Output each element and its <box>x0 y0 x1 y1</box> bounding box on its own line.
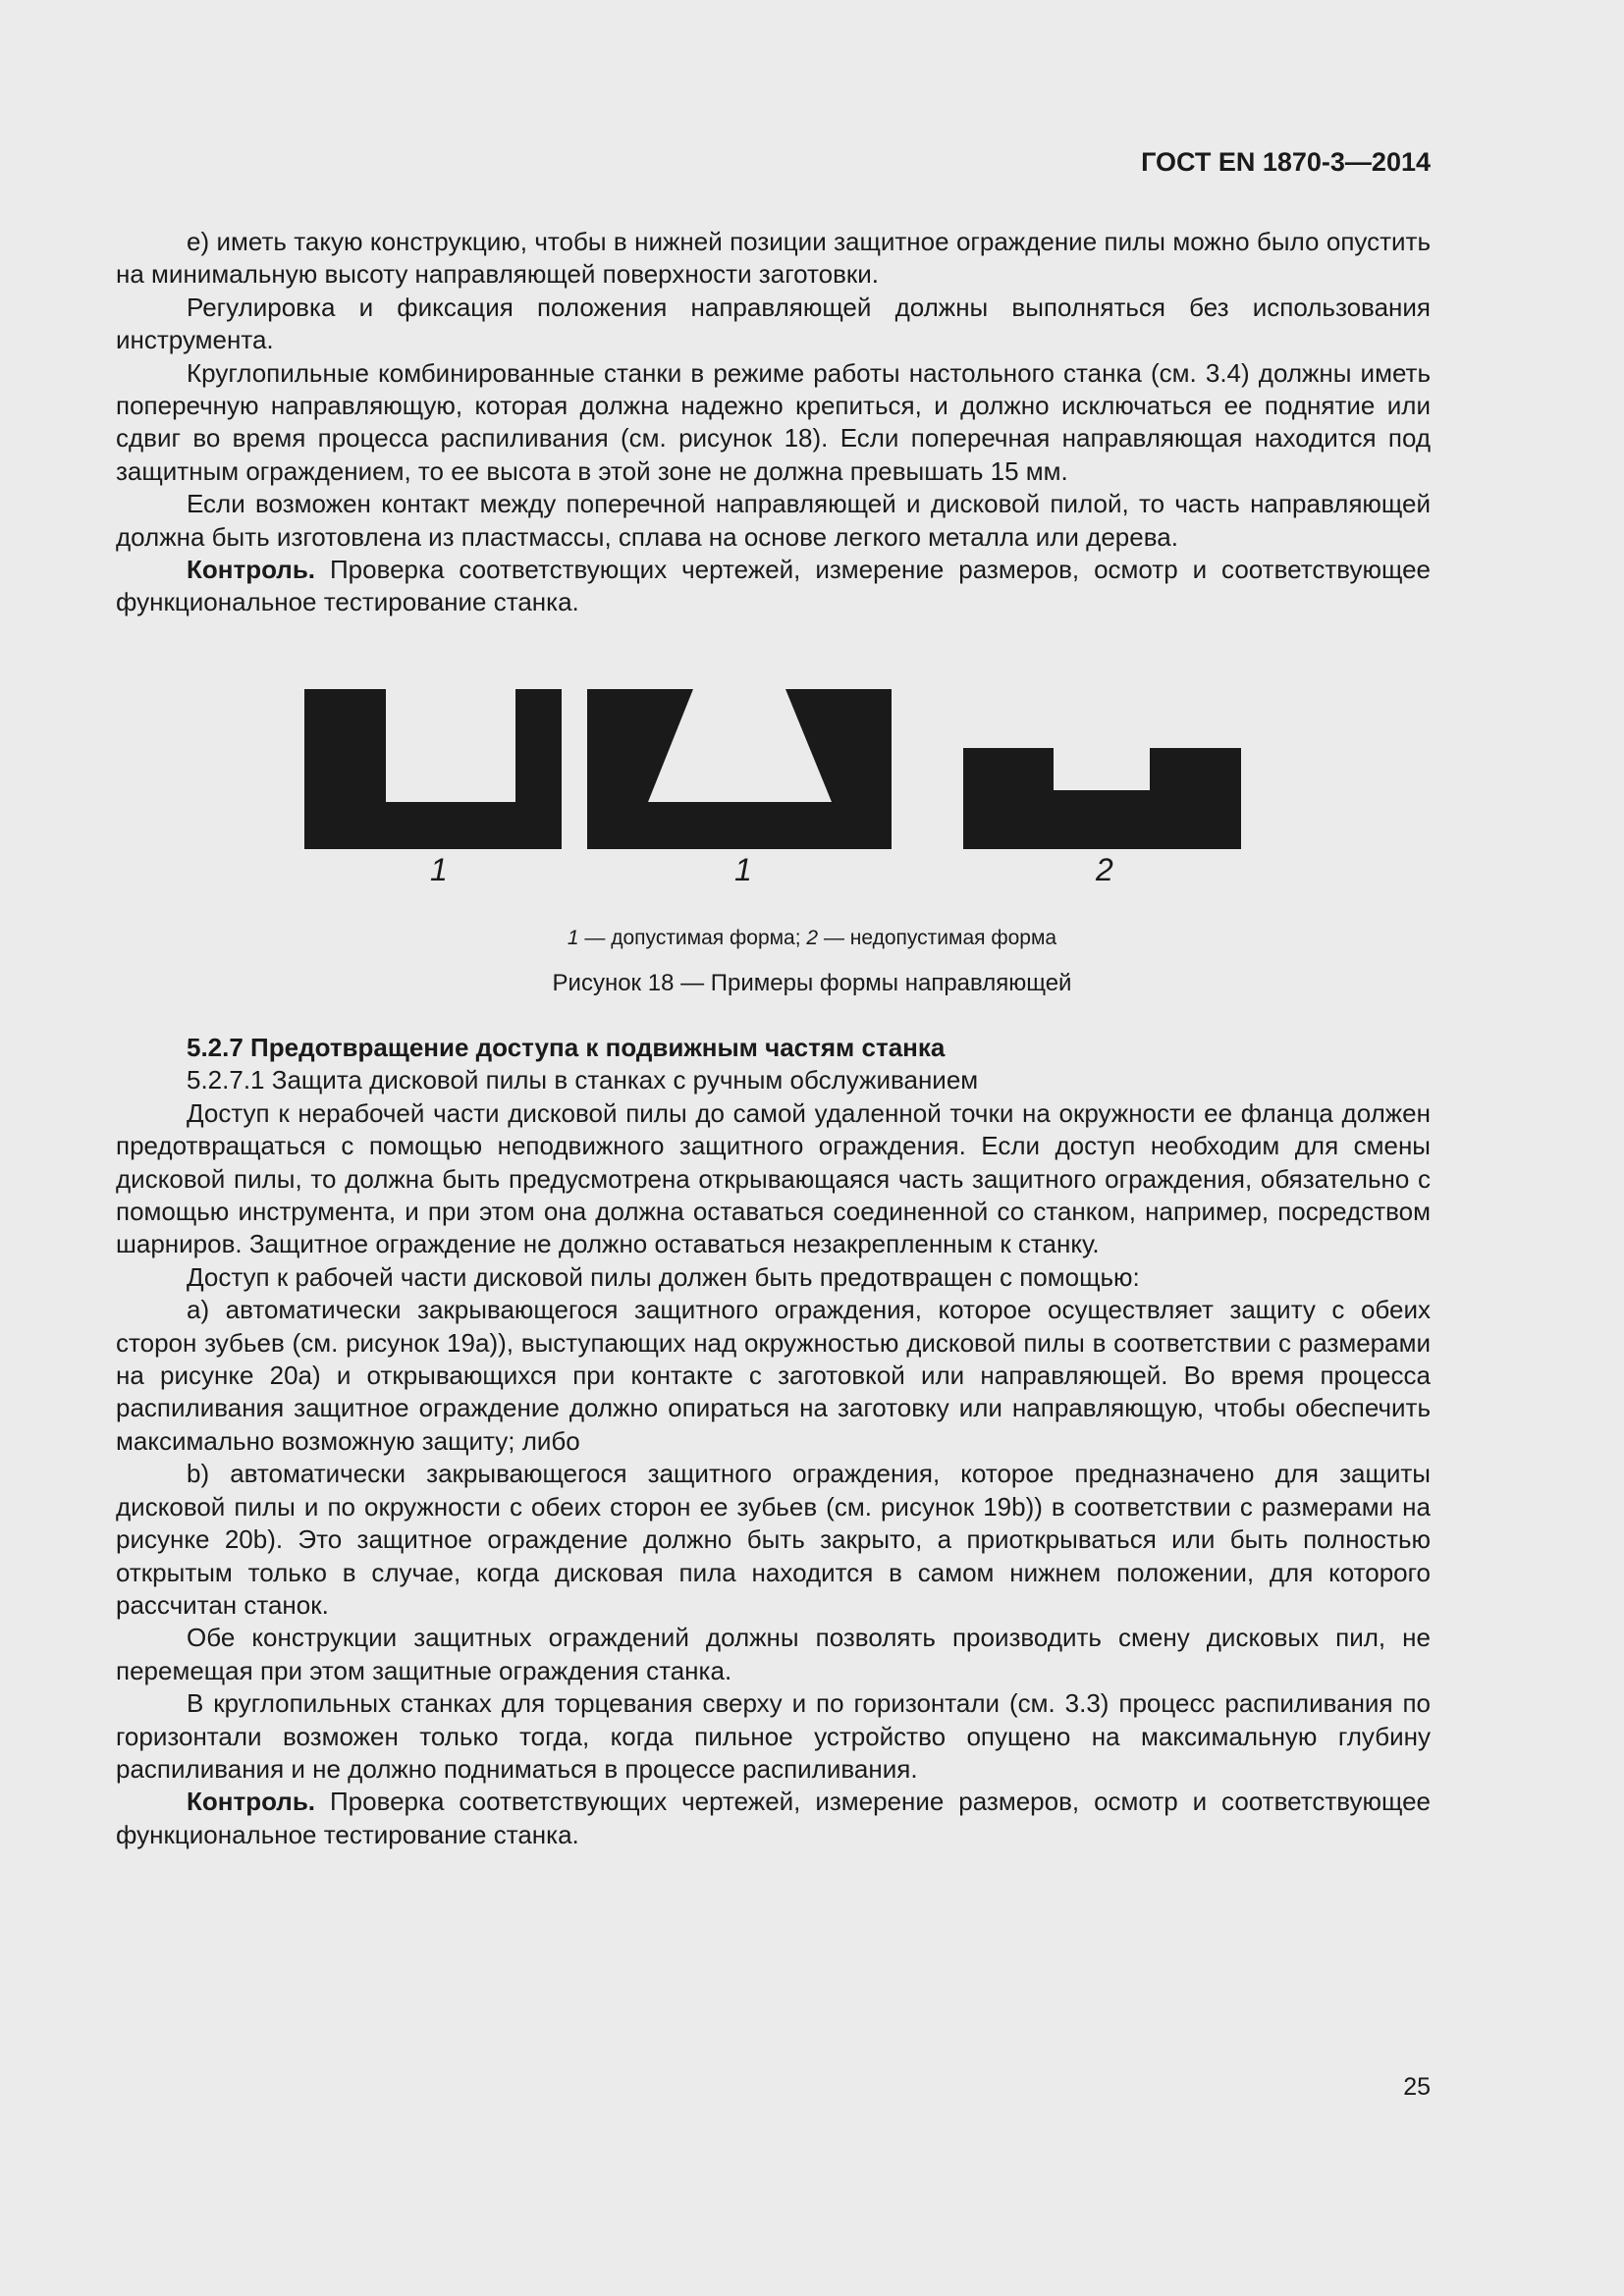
figure-18 <box>295 682 1257 918</box>
shape-label: 1 <box>734 852 752 887</box>
control-label: Контроль. <box>187 1787 316 1817</box>
control-paragraph <box>116 554 1431 619</box>
legend-number: 2 <box>806 927 819 949</box>
paragraph: Регулировка и фиксация положения направляющей должны выполняться без использования инструмента. <box>116 292 1431 355</box>
paragraph: В круглопильных станках для торцевания сверху и по горизонтали (см. 3.3) процесс распиливания по горизонтали возможен только тогда, когда пильное устройство опущено на максимальную глубину распиливания и не должно подниматься в процессе распиливания. <box>116 1688 1431 1784</box>
control-label: Контроль. <box>187 555 316 585</box>
paragraph: Круглопильные комбинированные станки в режиме работы настольного станка (см. 3.4) должны иметь поперечную направляющую, которая должна надежно крепиться, и должно исключаться ее поднятие или сдвиг во время процесса распиливания (см. рисунок 18). Если поперечная направляющая находится под защитным ограждением, то ее высота в этой зоне не должна превышать 15 мм. <box>116 357 1431 486</box>
list-item: a) автоматически закрывающегося защитного ограждения, которое осуществляет защиту с обеих сторон зубьев (см. рисунок 19a)), выступающих над окружностью дисковой пилы в соответствии с размерами на рисунке 20a) и открывающихся при контакте с заготовкой или направляющей. Во время процесса распиливания защитное ограждение должно опираться на заготовку или направляющую, чтобы обеспечить максимально возможную защиту; либо <box>116 1295 1431 1456</box>
control-paragraph <box>116 1786 1431 1851</box>
paragraph: Доступ к нерабочей части дисковой пилы до самой удаленной точки на окружности ее фланца должен предотвращаться с помощью неподвижного защитного ограждения. Если доступ необходим для смены дисковой пилы, то должна быть предусмотрена открывающаяся часть защитного ограждения, обязательно с помощью инструмента, и при этом она должна оставаться соединенной со станком, например, посредством шарниров. Защитное ограждение не должно оставаться незакрепленным к станку. <box>116 1097 1431 1259</box>
subsection-heading: 5.2.7.1 Защита дисковой пилы в станках с ручным обслуживанием <box>187 1065 979 1095</box>
paragraph: Если возможен контакт между поперечной направляющей и дисковой пилой, то часть направляющей должна быть изготовлена из пластмассы, сплава на основе легкого металла или дерева. <box>116 489 1431 552</box>
control-text: Проверка соответствующих чертежей, измерение размеров, осмотр и соответствующее функциональное тестирование станка. <box>116 555 1431 617</box>
shape-label: 1 <box>430 852 448 887</box>
page-number: 25 <box>1403 2073 1431 2101</box>
legend-text: — недопустимая форма <box>818 927 1057 949</box>
legend-number: 1 <box>567 927 579 949</box>
control-text: Проверка соответствующих чертежей, измерение размеров, осмотр и соответствующее функциональное тестирование станка. <box>116 1787 1431 1849</box>
figure-caption: Рисунок 18 — Примеры формы направляющей <box>552 970 1072 996</box>
document-code-header: ГОСТ EN 1870-3—2014 <box>1141 147 1431 177</box>
section-heading: 5.2.7 Предотвращение доступа к подвижным частям станка <box>187 1033 946 1062</box>
disallowed-shape-open-groove <box>963 748 1241 849</box>
list-item: b) автоматически закрывающегося защитного ограждения, которое предназначено для защиты дисковой пилы и по окружности с обеих сторон ее зубьев (см. рисунок 19b)) в соответствии с размерами на рисунке 20b). Это защитное ограждение должно быть закрыто, а приоткрываться или быть полностью открытым только в случае, когда дисковая пила находится в самом нижнем положении, для которого рассчитан станок. <box>116 1459 1431 1620</box>
paragraph: Обе конструкции защитных ограждений должны позволять производить смену дисковых пил, не перемещая при этом защитные ограждения станка. <box>116 1623 1431 1685</box>
paragraph: Доступ к рабочей части дисковой пилы должен быть предотвращен с помощью: <box>187 1261 1140 1292</box>
text-block-lower <box>116 1032 1431 1851</box>
figure-legend <box>0 927 1624 950</box>
allowed-shape-rectangular-groove <box>304 689 562 849</box>
allowed-shape-dovetail-groove <box>587 689 892 849</box>
legend-text: — допустимая форма; <box>578 927 807 949</box>
paragraph: e) иметь такую конструкцию, чтобы в нижней позиции защитное ограждение пилы можно было опустить на минимальную высоту направляющей поверхности заготовки. <box>116 227 1431 290</box>
text-block-upper <box>116 226 1431 619</box>
shape-label: 2 <box>1096 852 1113 887</box>
